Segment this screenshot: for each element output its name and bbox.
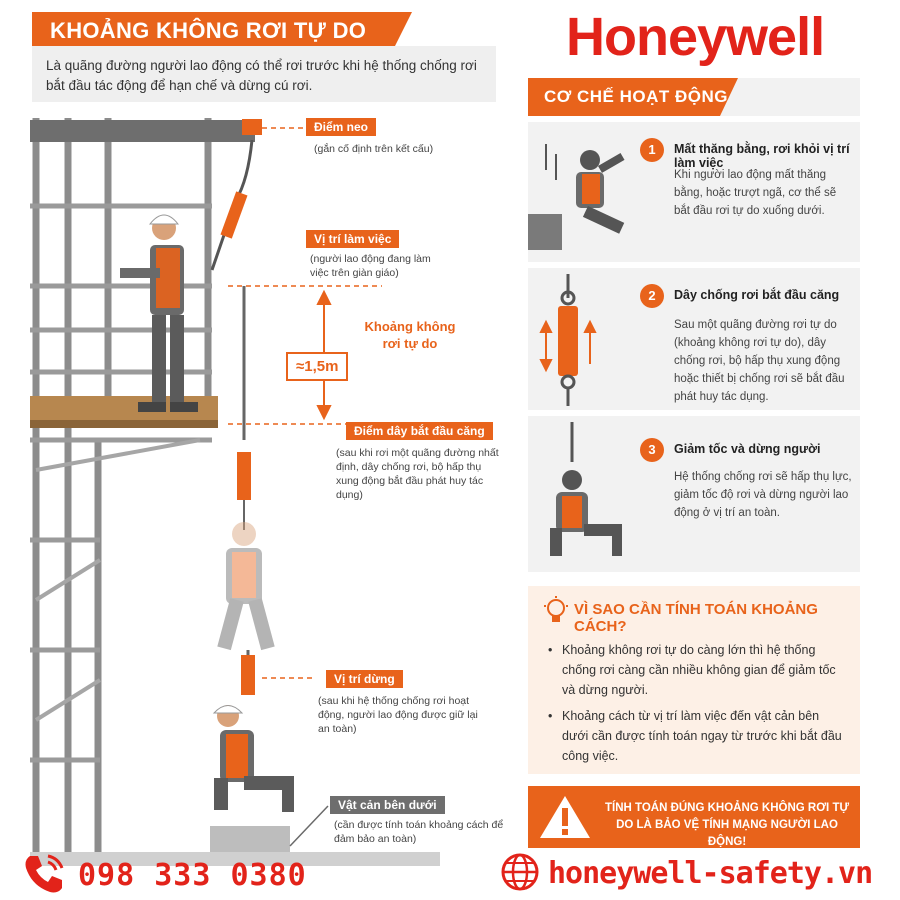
lightbulb-icon: [542, 596, 570, 626]
why-item: • Khoảng không rơi tự do càng lớn thì hệ thống chống rơi càng cần nhiều không gian để giảm tốc và dừng người.: [546, 640, 846, 700]
mechanism-header: [528, 78, 860, 116]
work-position-label: Vị trí làm việc: [306, 230, 399, 248]
page-title: KHOẢNG KHÔNG RƠI TỰ DO: [50, 18, 367, 43]
phone-icon: [20, 848, 68, 896]
stop-position-label: Vị trí dừng: [326, 670, 403, 688]
anchor-label: Điểm neo: [306, 118, 376, 136]
lanyard-tension-icon: [528, 268, 638, 410]
warning-banner: [528, 786, 860, 848]
globe-icon: [500, 852, 540, 892]
warning-text: TÍNH TOÁN ĐÚNG KHOẢNG KHÔNG RƠI TỰ DO LÀ BẢO VỆ TÍNH MẠNG NGƯỜI LAO ĐỘNG!: [604, 802, 850, 848]
why-list: [546, 640, 846, 772]
arrested-worker-icon: [528, 416, 638, 572]
brand-logo: Honeywell: [566, 7, 825, 67]
website-link[interactable]: honeywell-safety.vn: [548, 856, 873, 891]
stop-position-note: (sau khi hệ thống chống rơi hoạt động, người lao động được giữ lại an toàn): [318, 695, 478, 735]
tension-point-label: Điểm dây bắt đầu căng: [346, 422, 493, 440]
step-3-title: Giảm tốc và dừng người: [674, 442, 821, 456]
intro-text: Là quãng đường người lao động có thể rơi trước khi hệ thống chống rơi bắt đầu tác động để hạn chế và dừng cú rơi.: [32, 46, 496, 102]
why-item: • Khoảng cách từ vị trí làm việc đến vật cản bên dưới cần được tính toán ngay từ trước khi bắt đầu công việc.: [546, 706, 846, 766]
anchor-note: (gắn cố định trên kết cấu): [314, 143, 434, 155]
step-2-card: [528, 268, 860, 410]
phone-number[interactable]: 098 333 0380: [78, 858, 307, 893]
free-fall-label: Khoảng không rơi tự do: [364, 319, 456, 351]
step-2-number: 2: [640, 284, 664, 308]
step-2-title: Dây chống rơi bắt đầu căng: [674, 288, 840, 302]
step-1-body: Khi người lao động mất thăng bằng, hoặc trượt ngã, cơ thể sẽ bắt đầu rơi tự do xuống dưới.: [674, 169, 837, 217]
step-3-card: [528, 416, 860, 572]
falling-worker-icon: [528, 122, 638, 262]
title-banner: [32, 12, 412, 48]
step-1-title: Mất thăng bằng, rơi khỏi vị trí làm việc: [674, 142, 850, 170]
obstacle-note: (cần được tính toán khoảng cách để đảm bảo an toàn): [334, 819, 504, 845]
step-1-number: 1: [640, 138, 664, 162]
step-2-body: Sau một quãng đường rơi tự do (khoảng không rơi tự do), dây chống rơi, bộ hấp thụ xung động hoặc thiết bị chống rơi sẽ bắt đầu phát huy tác dụng.: [674, 319, 845, 403]
tension-point-note: (sau khi rơi một quãng đường nhất định, dây chống rơi, bộ hấp thụ xung động bắt đầu phát huy tác dụng): [336, 447, 499, 501]
step-1-card: [528, 122, 860, 262]
mechanism-title: CƠ CHẾ HOẠT ĐỘNG: [544, 87, 729, 106]
work-position-note: (người lao động đang làm việc trên giàn giáo): [310, 253, 431, 279]
obstacle-label: Vật cản bên dưới: [330, 796, 445, 814]
free-fall-distance: ≈1,5m: [286, 352, 348, 381]
step-3-number: 3: [640, 438, 664, 462]
why-title: VÌ SAO CẦN TÍNH TOÁN KHOẢNG CÁCH?: [574, 601, 818, 635]
why-box: [528, 586, 860, 774]
scaffold-illustration: [0, 100, 520, 880]
warning-icon: [538, 794, 592, 840]
step-3-body: Hệ thống chống rơi sẽ hấp thụ lực, giảm tốc độ rơi và dừng người lao động ở vị trí an toàn.: [674, 471, 852, 519]
